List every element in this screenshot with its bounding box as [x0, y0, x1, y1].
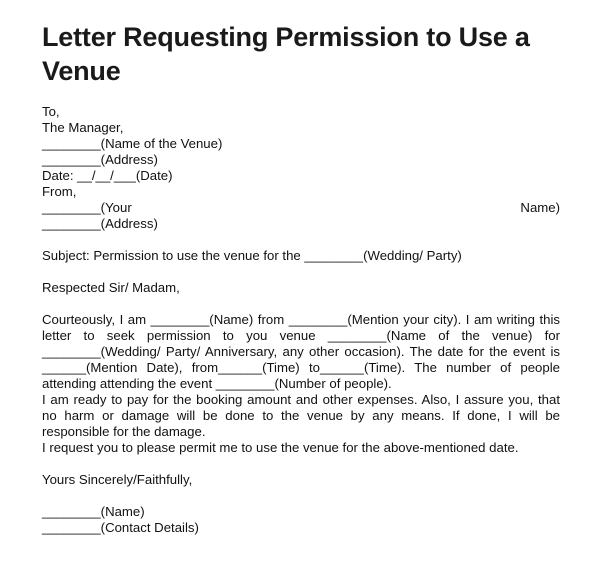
letter-body	[42, 104, 560, 536]
letter-date: Date: __/__/___(Date)	[42, 168, 173, 183]
paragraph-intro: Courteously, I am ________(Name) from ________(Mention your city). I am writing this letter to seek permission to you venue ________(Name of the venue) for ________(Wedding/ Party/ Anniversary, any other occasion). The date for the event is ______(Mention Date), from______(Time) to______(Time). The number of people attending attending the event ________(Number of people).	[42, 312, 560, 391]
sign-off: Yours Sincerely/Faithfully,	[42, 472, 193, 487]
subject-line: Subject: Permission to use the venue for the ________(Wedding/ Party)	[42, 248, 462, 263]
signature-contact: ________(Contact Details)	[42, 520, 199, 535]
paragraph-assurance: I am ready to pay for the booking amount and other expenses. Also, I assure you, that no harm or damage will be done to the venue by any means. If done, I will be responsible for the damage.	[42, 392, 560, 439]
spacer	[42, 488, 560, 504]
spacer	[42, 456, 560, 472]
recipient-address: ________(Address)	[42, 152, 158, 167]
spacer	[42, 232, 560, 248]
sender-address: ________(Address)	[42, 216, 158, 231]
spacer	[42, 264, 560, 280]
sender-name-line	[42, 200, 560, 216]
sender-your: ________(Your	[42, 200, 132, 215]
signature-name: ________(Name)	[42, 504, 145, 519]
spacer	[42, 296, 560, 312]
sender-from: From,	[42, 184, 77, 199]
sender-name-suffix: Name)	[520, 200, 560, 215]
page-title: Letter Requesting Permission to Use a Venue	[42, 22, 530, 86]
salutation: Respected Sir/ Madam,	[42, 280, 180, 295]
paragraph-request: I request you to please permit me to use the venue for the above-mentioned date.	[42, 440, 519, 455]
recipient-manager: The Manager,	[42, 120, 124, 135]
recipient-to: To,	[42, 104, 60, 119]
recipient-venue-name: ________(Name of the Venue)	[42, 136, 223, 151]
